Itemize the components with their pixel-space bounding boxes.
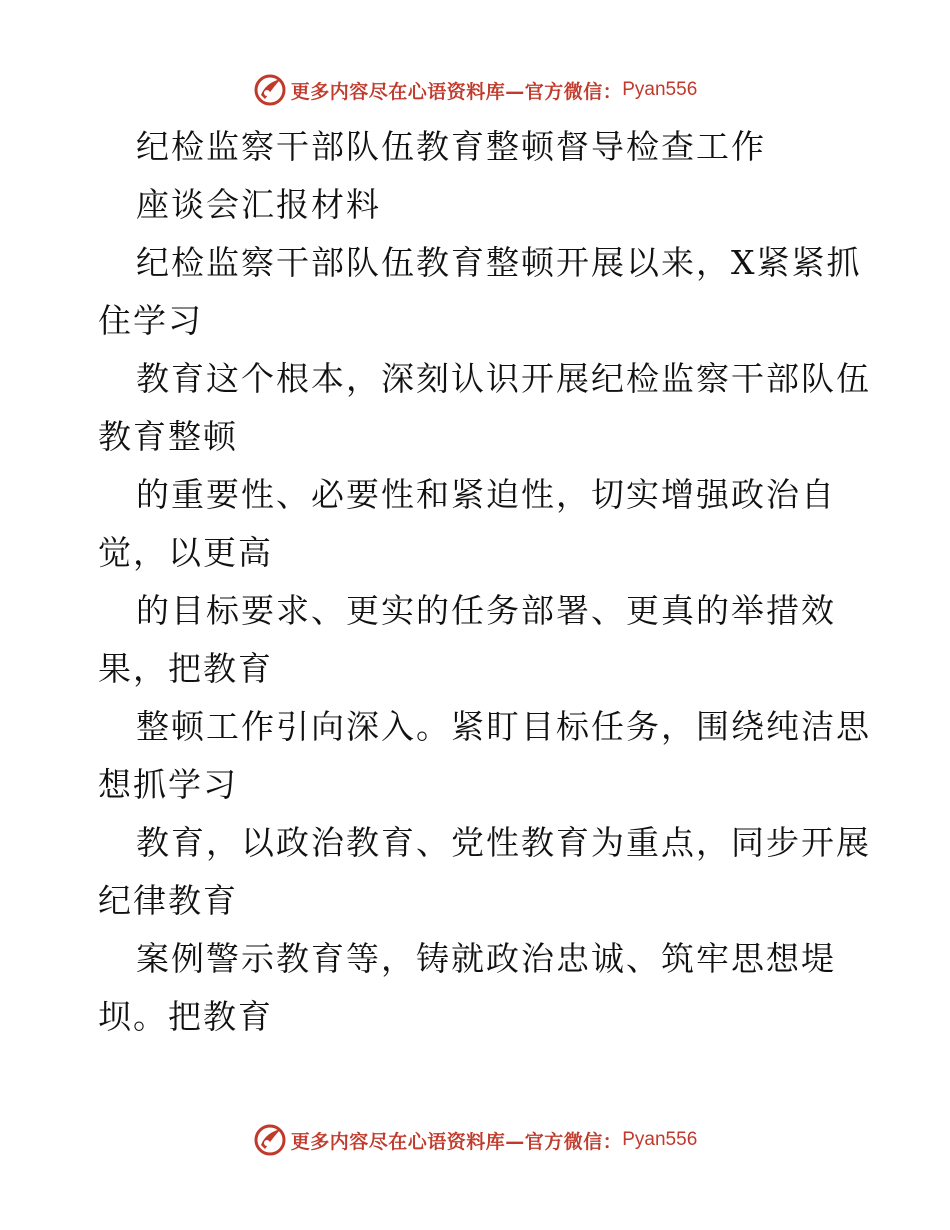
- document-title-line-2: 座谈会汇报材料: [136, 185, 381, 224]
- paragraph-line: 整顿工作引向深入。紧盯目标任务，围绕纯洁思: [136, 707, 871, 746]
- brand-logo-icon: [253, 73, 287, 107]
- paragraph-line: 想抓学习: [98, 765, 238, 804]
- header-banner-text: 更多内容尽在心语资料库—官方微信：: [290, 80, 623, 103]
- footer-banner-id: Pyan556: [622, 1129, 698, 1150]
- paragraph-line: 觉，以更高: [98, 533, 273, 572]
- paragraph-line: 教育整顿: [98, 417, 238, 456]
- paragraph-line: 果，把教育: [98, 649, 273, 688]
- header-banner-id: Pyan556: [622, 79, 698, 100]
- footer-banner: [0, 1120, 950, 1160]
- paragraph-line: 住学习: [98, 301, 203, 340]
- paragraph-line: 的目标要求、更实的任务部署、更真的举措效: [136, 591, 836, 630]
- paragraph-line: 的重要性、必要性和紧迫性，切实增强政治自: [136, 475, 836, 514]
- footer-banner-text: 更多内容尽在心语资料库—官方微信：: [290, 1130, 623, 1153]
- brand-logo-icon: [253, 1123, 287, 1157]
- document-title-line-1: 纪检监察干部队伍教育整顿督导检查工作: [136, 127, 766, 166]
- paragraph-line: 教育这个根本，深刻认识开展纪检监察干部队伍: [136, 359, 871, 398]
- paragraph-line: 案例警示教育等，铸就政治忠诚、筑牢思想堤: [136, 939, 836, 978]
- paragraph-line: 教育，以政治教育、党性教育为重点，同步开展: [136, 823, 871, 862]
- paragraph-line: 坝。把教育: [98, 997, 273, 1036]
- document-body: [98, 118, 871, 1046]
- header-banner: [0, 70, 950, 110]
- paragraph-line: 纪检监察干部队伍教育整顿开展以来，X紧紧抓: [136, 243, 862, 282]
- paragraph-line: 纪律教育: [98, 881, 238, 920]
